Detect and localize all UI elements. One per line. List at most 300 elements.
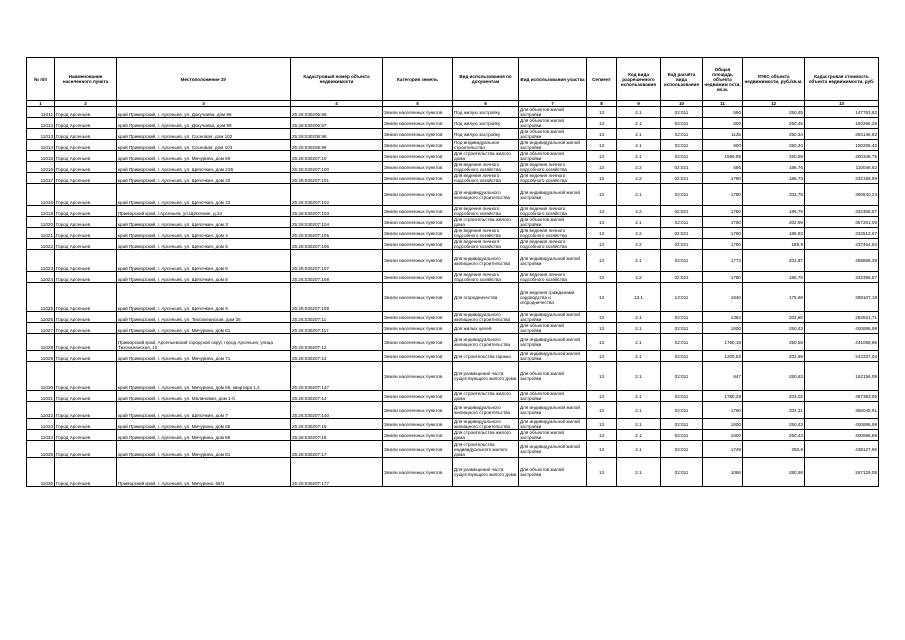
row-number-cell: 11029 (27, 351, 55, 362)
cadastral-number-cell: 25:26:030206:99 (291, 140, 383, 151)
use-by-document-cell: Для ведения личного подсобного хозяйства (453, 206, 519, 217)
settlement-name-cell: Город Арсеньев (55, 107, 117, 118)
cadastral-number-cell: 25:26:030207:109 (291, 283, 383, 312)
use-of-plot-cell: Для индивидуальной жилой застройки (519, 419, 587, 430)
use-calc-code-cell: 02:021 (661, 228, 703, 239)
use-of-plot-cell: Для индивидуальной жилой застройки (519, 402, 587, 419)
cadastral-value-cell: 359868,39 (805, 250, 879, 272)
header-cell: Кадастровая стоимость объекта недвижимости, руб. (805, 58, 879, 101)
header-cell: Вид использования участка (519, 58, 587, 101)
use-calc-code-cell: 02:011 (661, 441, 703, 458)
use-by-document-cell: Под жилую застройку (453, 107, 519, 118)
table-row (27, 362, 879, 391)
cadastral-value-cell: 400686,99 (805, 323, 879, 334)
row-number-cell: 11023 (27, 250, 55, 272)
cadastral-value-cell: 243337,04 (805, 351, 879, 362)
permitted-use-code-cell: 2.1 (617, 391, 661, 402)
location-cell: край Приморский, г. Арсеньев, ул. Сосновая, дом 103 (117, 140, 291, 151)
land-category-cell: Земли населенных пунктов (383, 129, 453, 140)
header-cell: Категория земель (383, 58, 453, 101)
land-category-cell: Земли населенных пунктов (383, 362, 453, 391)
total-area-cell: 1600 (703, 419, 743, 430)
cadastral-number-cell: 25:26:030207:15 (291, 419, 383, 430)
table-row (27, 283, 879, 312)
use-by-document-cell: Под индивидуальное строительство (453, 140, 519, 151)
table-row (27, 151, 879, 162)
location-cell: край Приморский, г. Арсеньев, ул. Мичурина, дом 61 (117, 323, 291, 334)
settlement-name-cell: Город Арсеньев (55, 162, 117, 173)
total-area-cell: 600 (703, 140, 743, 151)
use-by-document-cell: Для ведения личного подсобного хозяйства (453, 228, 519, 239)
settlement-name-cell: Город Арсеньев (55, 283, 117, 312)
use-of-plot-cell: Для объектов жилой застройки (519, 151, 587, 162)
column-number: 8 (587, 101, 617, 107)
use-by-document-cell: Для строительства жилого дома (453, 217, 519, 228)
use-by-document-cell: Под жилую застройку (453, 118, 519, 129)
use-calc-code-cell: 02:011 (661, 140, 703, 151)
segment-cell: 13 (587, 129, 617, 140)
settlement-name-cell: Город Арсеньев (55, 228, 117, 239)
segment-cell: 13 (587, 391, 617, 402)
permitted-use-code-cell: 2.1 (617, 107, 661, 118)
permitted-use-code-cell: 2.1 (617, 151, 661, 162)
cadastral-number-cell: 25:26:030207:104 (291, 217, 383, 228)
header-cell: Код вида разрешенного использования (617, 58, 661, 101)
cadastral-number-cell: 25:26:030207:105 (291, 228, 383, 239)
settlement-name-cell: Город Арсеньев (55, 140, 117, 151)
permitted-use-code-cell: 2.1 (617, 217, 661, 228)
row-number-cell: 11022 (27, 239, 55, 250)
upks-value-cell: 186,75 (743, 272, 805, 283)
cadastral-value-cell: 332308,67 (805, 206, 879, 217)
use-calc-code-cell: 02:011 (661, 118, 703, 129)
header-cell: УПКС объекта недвижимости, руб./кв.м. (743, 58, 805, 101)
total-area-cell: 1780 (703, 184, 743, 206)
column-number: 7 (519, 101, 587, 107)
total-area-cell: 1780 (703, 239, 743, 250)
segment-cell: 13 (587, 173, 617, 184)
column-number: 2 (55, 101, 117, 107)
permitted-use-code-cell: 2.1 (617, 362, 661, 391)
cadastral-value-cell: 147763,82 (805, 107, 879, 118)
column-number: 13 (805, 101, 879, 107)
table-row (27, 334, 879, 351)
table-row (27, 184, 879, 206)
use-calc-code-cell: 13:011 (661, 283, 703, 312)
land-category-cell: Земли населенных пунктов (383, 283, 453, 312)
use-of-plot-cell: Для индивидуальной жилой застройки (519, 184, 587, 206)
total-area-cell: 586 (703, 162, 743, 173)
table-row (27, 430, 879, 441)
cadastral-value-table (26, 57, 879, 487)
column-number: 11 (703, 101, 743, 107)
permitted-use-code-cell: 2.1 (617, 441, 661, 458)
location-cell: край Приморский, г. Арсеньев, ул. Щепочкин, дом 3 (117, 217, 291, 228)
settlement-name-cell: Город Арсеньев (55, 151, 117, 162)
use-calc-code-cell: 02:021 (661, 173, 703, 184)
upks-value-cell: 250,45 (743, 107, 805, 118)
use-calc-code-cell: 02:011 (661, 107, 703, 118)
use-calc-code-cell: 02:011 (661, 402, 703, 419)
location-cell: край Приморский, г. Арсеньев, ул. Малиновая, дом 1-б (117, 391, 291, 402)
row-number-cell: 11017 (27, 173, 55, 184)
settlement-name-cell: Город Арсеньев (55, 391, 117, 402)
location-cell: край Приморский, г. Арсеньев, ул. Мичурина, дом 56, квартира 1,2 (117, 362, 291, 391)
column-number: 4 (291, 101, 383, 107)
total-area-cell: 1749 (703, 441, 743, 458)
table-row (27, 391, 879, 402)
use-by-document-cell: Для строительства гаража (453, 351, 519, 362)
row-number-cell: 11011 (27, 107, 55, 118)
cadastral-number-cell: 25:26:030206:86 (291, 107, 383, 118)
use-calc-code-cell: 02:021 (661, 162, 703, 173)
land-category-cell: Земли населенных пунктов (383, 323, 453, 334)
use-calc-code-cell: 02:011 (661, 323, 703, 334)
use-by-document-cell: Для огородничества (453, 283, 519, 312)
cadastral-value-cell: 360840,24 (805, 184, 879, 206)
cadastral-number-cell: 25:26:030207:14 (291, 391, 383, 402)
permitted-use-code-cell: 2.1 (617, 323, 661, 334)
cadastral-number-cell: 25:26:030207:10 (291, 151, 383, 162)
land-category-cell: Земли населенных пунктов (383, 184, 453, 206)
segment-cell: 13 (587, 107, 617, 118)
cadastral-value-cell: 332158,99 (805, 173, 879, 184)
upks-value-cell: 186,93 (743, 228, 805, 239)
upks-value-cell: 186,76 (743, 162, 805, 173)
table-row (27, 129, 879, 140)
total-area-cell: 1780 (703, 272, 743, 283)
location-cell: край Приморский, г. Арсеньев, ул. Щепочкин, дом 21Б (117, 162, 291, 173)
use-by-document-cell: Для размещения части существующего жилого дома (453, 362, 519, 391)
header-cell: Общая площадь объекта недвижим ости, кв.м. (703, 58, 743, 101)
upks-value-cell: 250,63 (743, 362, 805, 391)
use-of-plot-cell: Для индивидуальной жилой застройки (519, 312, 587, 323)
location-cell: край Приморский, г. Арсеньев, ул. Докучаева, дом 99 (117, 118, 291, 129)
permitted-use-code-cell: 2.2 (617, 228, 661, 239)
permitted-use-code-cell: 2.1 (617, 140, 661, 151)
upks-value-cell: 250,6 (743, 441, 805, 458)
segment-cell: 13 (587, 441, 617, 458)
location-cell: край Приморский, г. Арсеньев, ул. Мичурина, дом 69 (117, 151, 291, 162)
cadastral-value-cell: 400686,99 (805, 430, 879, 441)
use-by-document-cell: Для индивидуального жилищного строительства (453, 250, 519, 272)
total-area-cell: 590 (703, 107, 743, 118)
location-cell: край Приморский, г. Арсеньев, ул. Тихоокеанская, дом 25 (117, 312, 291, 323)
use-calc-code-cell: 02:011 (661, 391, 703, 402)
upks-value-cell: 202,99 (743, 217, 805, 228)
permitted-use-code-cell: 2.2 (617, 239, 661, 250)
use-calc-code-cell: 02:011 (661, 184, 703, 206)
total-area-cell: 1760,16 (703, 334, 743, 351)
permitted-use-code-cell: 2.1 (617, 129, 661, 140)
upks-value-cell: 250,43 (743, 323, 805, 334)
settlement-name-cell: Город Арсеньев (55, 402, 117, 419)
cadastral-number-cell: 25:26:030207:16 (291, 430, 383, 441)
spreadsheet-page (26, 57, 878, 487)
segment-cell: 13 (587, 118, 617, 129)
upks-value-cell: 203,02 (743, 391, 805, 402)
column-number: 1 (27, 101, 55, 107)
use-of-plot-cell: Для ведения личного подсобного хозяйства (519, 239, 587, 250)
row-number-cell: 11012 (27, 118, 55, 129)
upks-value-cell: 189,9 (743, 239, 805, 250)
settlement-name-cell: Город Арсеньев (55, 351, 117, 362)
segment-cell: 13 (587, 162, 617, 173)
upks-value-cell: 250,58 (743, 334, 805, 351)
use-of-plot-cell: Для ведения личного подсобного хозяйства (519, 228, 587, 239)
settlement-name-cell: Город Арсеньев (55, 173, 117, 184)
permitted-use-code-cell: 2.2 (617, 272, 661, 283)
cadastral-value-cell: 337464,62 (805, 239, 879, 250)
cadastral-number-cell: 25:26:030207:17 (291, 441, 383, 458)
total-area-cell: 1135 (703, 129, 743, 140)
upks-value-cell: 186,79 (743, 206, 805, 217)
upks-value-cell: 250,34 (743, 129, 805, 140)
segment-cell: 13 (587, 272, 617, 283)
column-number: 12 (743, 101, 805, 107)
table-row (27, 458, 879, 487)
location-cell: Приморский край, г.Арсеньев, ул.Щепочкин, д.24 (117, 206, 291, 217)
table-row (27, 272, 879, 283)
use-calc-code-cell: 02:011 (661, 334, 703, 351)
total-area-cell: 1780,28 (703, 391, 743, 402)
segment-cell: 13 (587, 419, 617, 430)
settlement-name-cell: Город Арсеньев (55, 250, 117, 272)
header-cell: Код расчёта вида использования (661, 58, 703, 101)
table-body (27, 107, 879, 487)
use-by-document-cell: Для индивидуального жилищного строительства (453, 184, 519, 206)
upks-value-cell: 202,31 (743, 402, 805, 419)
cadastral-value-cell: 332399,67 (805, 272, 879, 283)
upks-value-cell: 186,73 (743, 173, 805, 184)
total-area-cell: 1600 (703, 430, 743, 441)
cadastral-number-cell: 25:26:030207:117 (291, 323, 383, 334)
cadastral-number-cell: 25:26:030207:11 (291, 312, 383, 323)
use-by-document-cell: Для ведения личного подсобного хозяйства (453, 239, 519, 250)
location-cell: Приморский край, Арсеньевский городской округ, город Арсеньев, улица Тихоокеанская, 10 (117, 334, 291, 351)
use-by-document-cell: Для жилых целей (453, 323, 519, 334)
use-of-plot-cell: Для объектов жилой застройки (519, 430, 587, 441)
upks-value-cell: 250,43 (743, 419, 805, 430)
cadastral-value-cell: 284146,92 (805, 129, 879, 140)
upks-value-cell: 250,59 (743, 151, 805, 162)
row-number-cell: 11021 (27, 228, 55, 239)
upks-value-cell: 202,69 (743, 351, 805, 362)
segment-cell: 13 (587, 250, 617, 272)
land-category-cell: Земли населенных пунктов (383, 351, 453, 362)
upks-value-cell: 202,80 (743, 312, 805, 323)
land-category-cell: Земли населенных пунктов (383, 402, 453, 419)
use-by-document-cell: Для ведения личного подсобного хозяйства (453, 173, 519, 184)
cadastral-number-cell: 25:26:030207:12 (291, 334, 383, 351)
use-by-document-cell: Для индивидуального жилищного строительства (453, 402, 519, 419)
table-row (27, 323, 879, 334)
land-category-cell: Земли населенных пунктов (383, 118, 453, 129)
use-by-document-cell: Для ведения личного подсобного хозяйства (453, 162, 519, 173)
row-number-cell: 11018 (27, 184, 55, 206)
use-of-plot-cell: Для ведения личного подсобного хозяйства (519, 272, 587, 283)
use-calc-code-cell: 02:021 (661, 239, 703, 250)
use-calc-code-cell: 02:021 (661, 206, 703, 217)
row-number-cell: 11020 (27, 217, 55, 228)
use-by-document-cell: Для размещения части существующего жилого дома (453, 458, 519, 487)
land-category-cell: Земли населенных пунктов (383, 391, 453, 402)
location-cell: край Приморский, г. Арсеньев, ул. Мичурина, дом 55 (117, 419, 291, 430)
column-number: 5 (383, 101, 453, 107)
land-category-cell: Земли населенных пунктов (383, 206, 453, 217)
total-area-cell: 1773 (703, 250, 743, 272)
cadastral-value-cell: 400348,75 (805, 151, 879, 162)
table-row (27, 312, 879, 323)
table-row (27, 419, 879, 430)
row-number-cell: 11028 (27, 334, 55, 351)
use-of-plot-cell: Для объектов жилой застройки (519, 391, 587, 402)
cadastral-number-cell: 25:26:030207:101 (291, 173, 383, 184)
settlement-name-cell: Город Арсеньев (55, 217, 117, 228)
cadastral-value-cell: 332513,67 (805, 228, 879, 239)
upks-value-cell: 202,97 (743, 250, 805, 272)
permitted-use-code-cell: 2.1 (617, 458, 661, 487)
cadastral-value-cell: 162156,09 (805, 362, 879, 391)
use-of-plot-cell: Для ведения личного подсобного хозяйства (519, 206, 587, 217)
land-category-cell: Земли населенных пунктов (383, 312, 453, 323)
table-row (27, 162, 879, 173)
upks-value-cell: 250,34 (743, 140, 805, 151)
cadastral-value-cell: 288107,19 (805, 283, 879, 312)
cadastral-value-cell: 282821,71 (805, 312, 879, 323)
use-of-plot-cell: Для индивидуальной жилой застройки (519, 250, 587, 272)
total-area-cell: 1394 (703, 312, 743, 323)
land-category-cell: Земли населенных пунктов (383, 107, 453, 118)
table-row (27, 351, 879, 362)
cadastral-value-cell: 357383,05 (805, 391, 879, 402)
segment-cell: 13 (587, 323, 617, 334)
upks-value-cell: 250,45 (743, 118, 805, 129)
table-row (27, 239, 879, 250)
land-category-cell: Земли населенных пунктов (383, 272, 453, 283)
use-by-document-cell: Для индивидуального жилищного строительства (453, 312, 519, 323)
use-of-plot-cell: Для индивидуальной жилой застройки (519, 140, 587, 151)
total-area-cell: 1589,95 (703, 151, 743, 162)
row-number-cell: 11031 (27, 391, 55, 402)
header-cell: Вид использования по документам (453, 58, 519, 101)
row-number-cell: 11033 (27, 419, 55, 430)
settlement-name-cell: Город Арсеньев (55, 419, 117, 430)
row-number-cell: 11013 (27, 129, 55, 140)
land-category-cell: Земли населенных пунктов (383, 430, 453, 441)
settlement-name-cell: Город Арсеньев (55, 362, 117, 391)
use-of-plot-cell: Для ведения личного подсобного хозяйства (519, 162, 587, 173)
location-cell: край Приморский, г. Арсеньев, ул. Мичурина, дом 71 (117, 351, 291, 362)
segment-cell: 13 (587, 239, 617, 250)
use-calc-code-cell: 02:011 (661, 217, 703, 228)
permitted-use-code-cell: 2.1 (617, 402, 661, 419)
use-of-plot-cell: Для ведения гражданами садоводства и огородничества (519, 283, 587, 312)
cadastral-number-cell: 25:26:030207:137 (291, 362, 383, 391)
location-cell: край Приморский, г. Арсеньев, ул. Сосновая, дом 102 (117, 129, 291, 140)
use-of-plot-cell: Для ведения личного подсобного хозяйства (519, 173, 587, 184)
use-of-plot-cell: Для индивидуальной жилой застройки (519, 351, 587, 362)
row-number-cell: 11016 (27, 162, 55, 173)
permitted-use-code-cell: 13.1 (617, 283, 661, 312)
total-area-cell: 1780 (703, 206, 743, 217)
row-number-cell: 11036 (27, 458, 55, 487)
land-category-cell: Земли населенных пунктов (383, 458, 453, 487)
segment-cell: 13 (587, 458, 617, 487)
permitted-use-code-cell: 2.2 (617, 173, 661, 184)
permitted-use-code-cell: 2.2 (617, 162, 661, 173)
row-number-cell: 11030 (27, 362, 55, 391)
land-category-cell: Земли населенных пунктов (383, 334, 453, 351)
cadastral-number-cell: 25:26:030206:98 (291, 129, 383, 140)
segment-cell: 13 (587, 351, 617, 362)
settlement-name-cell: Город Арсеньев (55, 239, 117, 250)
land-category-cell: Земли населенных пунктов (383, 173, 453, 184)
use-by-document-cell: Для строительства жилого дома (453, 391, 519, 402)
use-of-plot-cell: Для объектов жилой застройки (519, 217, 587, 228)
use-calc-code-cell: 02:011 (661, 351, 703, 362)
land-category-cell: Земли населенных пунктов (383, 162, 453, 173)
cadastral-value-cell: 441058,86 (805, 334, 879, 351)
row-number-cell: 11015 (27, 151, 55, 162)
use-of-plot-cell: Для объектов жилой застройки (519, 458, 587, 487)
permitted-use-code-cell: 2.1 (617, 118, 661, 129)
column-number: 10 (661, 101, 703, 107)
location-cell: край Приморский, г. Арсеньев, ул. Щепочкин, дом 23 (117, 184, 291, 206)
header-cell: Наименование населенного пункта (55, 58, 117, 101)
table-row (27, 441, 879, 458)
row-number-cell: 11035 (27, 441, 55, 458)
settlement-name-cell: Город Арсеньев (55, 272, 117, 283)
land-category-cell: Земли населенных пунктов (383, 239, 453, 250)
cadastral-number-cell: 25:26:030207:177 (291, 458, 383, 487)
use-of-plot-cell: Для объектов жилой застройки (519, 107, 587, 118)
settlement-name-cell: Город Арсеньев (55, 323, 117, 334)
settlement-name-cell: Город Арсеньев (55, 206, 117, 217)
table-row (27, 228, 879, 239)
row-number-cell: 11024 (27, 272, 55, 283)
table-row (27, 217, 879, 228)
permitted-use-code-cell: 2.1 (617, 250, 661, 272)
permitted-use-code-cell: 2.1 (617, 334, 661, 351)
cadastral-number-cell: 25:26:030207:103 (291, 206, 383, 217)
segment-cell: 13 (587, 362, 617, 391)
use-of-plot-cell: Для индивидуальной жилой застройки (519, 441, 587, 458)
row-number-cell: 11032 (27, 402, 55, 419)
header-cell: Кадастровый номер объекта недвижимости (291, 58, 383, 101)
table-row (27, 173, 879, 184)
location-cell: край Приморский, г. Арсеньев, ул. Щепочкин, дом 6 (117, 250, 291, 272)
settlement-name-cell: Город Арсеньев (55, 184, 117, 206)
column-number: 3 (117, 101, 291, 107)
header-cell: Местоположение ЗУ (117, 58, 291, 101)
use-calc-code-cell: 02:011 (661, 430, 703, 441)
use-of-plot-cell: Для объектов жилой застройки (519, 118, 587, 129)
table-row (27, 140, 879, 151)
use-by-document-cell: Для строительства жилого дома (453, 430, 519, 441)
permitted-use-code-cell: 2.1 (617, 419, 661, 430)
total-area-cell: 1600 (703, 323, 743, 334)
use-calc-code-cell: 02:021 (661, 272, 703, 283)
table-row (27, 250, 879, 272)
total-area-cell: 1780 (703, 173, 743, 184)
land-category-cell: Земли населенных пунктов (383, 250, 453, 272)
total-area-cell: 600 (703, 118, 743, 129)
total-area-cell: 1760 (703, 228, 743, 239)
cadastral-value-cell: 110046,82 (805, 162, 879, 173)
permitted-use-code-cell: 2.1 (617, 430, 661, 441)
row-number-cell: 11027 (27, 323, 55, 334)
